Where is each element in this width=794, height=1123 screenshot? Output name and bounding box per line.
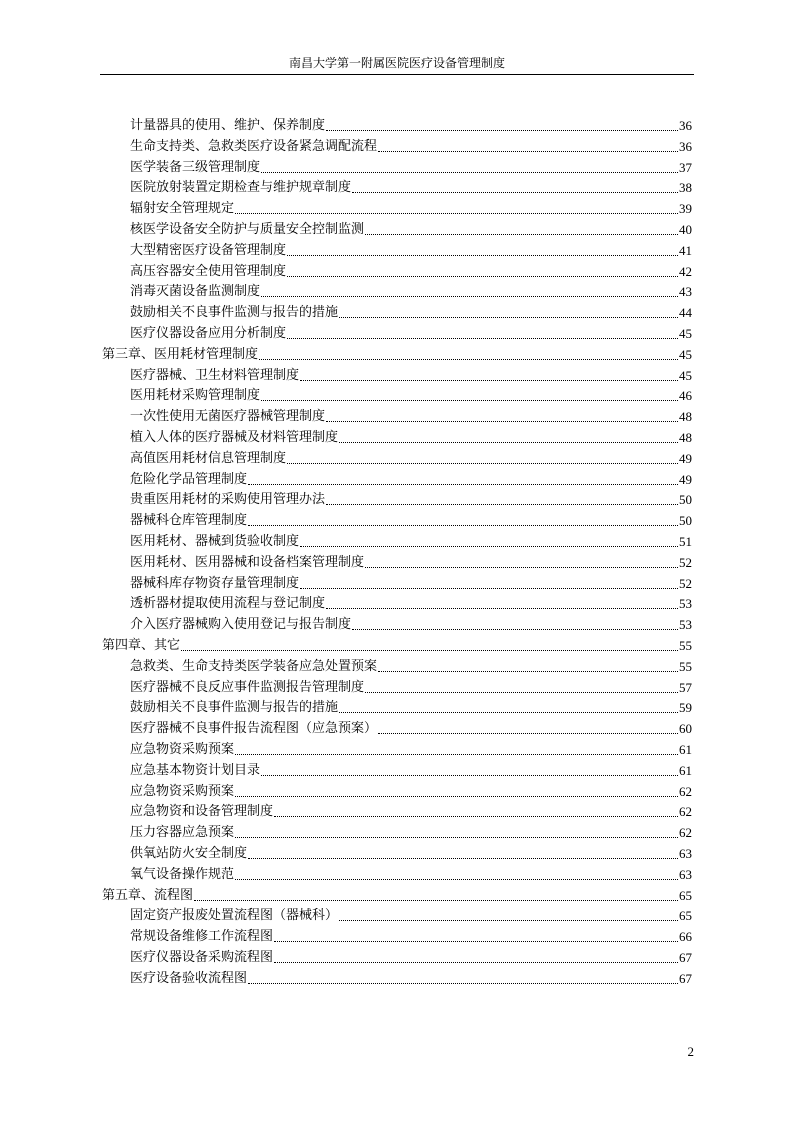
toc-entry-page: 45 xyxy=(679,367,692,383)
toc-dot-leader xyxy=(339,920,678,921)
toc-dot-leader xyxy=(181,650,678,651)
toc-entry-page: 44 xyxy=(679,305,692,321)
toc-entry-title: 医用耗材、医用器械和设备档案管理制度 xyxy=(130,554,365,570)
toc-dot-leader xyxy=(326,421,678,422)
toc-entry-page: 51 xyxy=(679,534,692,549)
toc-entry-page: 63 xyxy=(679,846,692,861)
toc-section-entry[interactable] xyxy=(130,447,692,467)
toc-entry-page: 62 xyxy=(679,804,692,820)
toc-entry-title: 医疗设备验收流程图 xyxy=(130,970,248,986)
toc-dot-leader xyxy=(274,941,678,942)
toc-section-entry[interactable] xyxy=(130,530,692,550)
toc-section-entry[interactable] xyxy=(130,572,692,592)
toc-entry-page: 40 xyxy=(679,222,692,237)
toc-section-entry[interactable] xyxy=(130,759,692,779)
toc-entry-title: 应急物资采购预案 xyxy=(130,783,235,799)
toc-entry-page: 55 xyxy=(679,638,692,653)
toc-section-entry[interactable] xyxy=(130,696,692,716)
toc-entry-page: 50 xyxy=(679,513,692,529)
toc-entry-page: 43 xyxy=(679,284,692,300)
toc-entry-page: 53 xyxy=(679,617,692,633)
toc-section-entry[interactable] xyxy=(130,780,692,800)
toc-entry-title: 急救类、生命支持类医学装备应急处置预案 xyxy=(130,658,378,674)
toc-entry-title: 第四章、其它 xyxy=(102,638,181,653)
toc-dot-leader xyxy=(365,234,678,235)
toc-dot-leader xyxy=(326,608,678,609)
toc-section-entry[interactable] xyxy=(130,904,692,924)
toc-dot-leader xyxy=(378,151,678,152)
toc-dot-leader xyxy=(352,192,678,193)
toc-section-entry[interactable] xyxy=(130,967,692,987)
toc-dot-leader xyxy=(287,463,678,464)
toc-section-entry[interactable] xyxy=(130,468,692,488)
toc-dot-leader xyxy=(235,879,678,880)
toc-section-entry[interactable] xyxy=(130,676,692,696)
toc-section-entry[interactable] xyxy=(130,738,692,758)
toc-dot-leader xyxy=(326,130,678,131)
toc-entry-title: 消毒灭菌设备监测制度 xyxy=(130,284,261,300)
toc-dot-leader xyxy=(365,567,678,568)
toc-dot-leader xyxy=(339,317,678,318)
toc-entry-title: 压力容器应急预案 xyxy=(130,825,235,841)
toc-dot-leader xyxy=(365,692,678,693)
toc-section-entry[interactable] xyxy=(130,156,692,176)
toc-section-entry[interactable] xyxy=(130,426,692,446)
toc-section-entry[interactable] xyxy=(130,239,692,259)
toc-dot-leader xyxy=(261,172,678,173)
toc-section-entry[interactable] xyxy=(130,717,692,737)
toc-entry-page: 41 xyxy=(679,242,692,258)
toc-section-entry[interactable] xyxy=(130,509,692,529)
toc-dot-leader xyxy=(194,900,678,901)
toc-entry-page: 45 xyxy=(679,346,692,362)
toc-entry-title: 固定资产报废处置流程图（器械科） xyxy=(130,908,339,924)
toc-entry-page: 57 xyxy=(679,679,692,695)
toc-dot-leader xyxy=(287,276,678,277)
toc-entry-title: 器械科仓库管理制度 xyxy=(130,513,248,529)
toc-entry-title: 透析器材提取使用流程与登记制度 xyxy=(130,596,326,612)
toc-entry-title: 计量器具的使用、维护、保养制度 xyxy=(130,118,326,133)
toc-entry-title: 医疗仪器设备采购流程图 xyxy=(130,950,274,965)
toc-entry-page: 65 xyxy=(679,908,692,924)
toc-entry-page: 49 xyxy=(679,471,692,487)
toc-entry-page: 62 xyxy=(679,783,692,799)
toc-dot-leader xyxy=(300,588,678,589)
toc-section-entry[interactable] xyxy=(130,384,692,404)
toc-dot-leader xyxy=(235,796,678,797)
toc-entry-page: 50 xyxy=(679,492,692,508)
toc-section-entry[interactable] xyxy=(130,488,692,508)
toc-entry-title: 医疗器械、卫生材料管理制度 xyxy=(130,367,300,383)
toc-entry-page: 48 xyxy=(679,430,692,445)
toc-dot-leader xyxy=(274,816,678,817)
running-header: 南昌大学第一附属医院医疗设备管理制度 xyxy=(288,56,505,70)
toc-dot-leader xyxy=(248,525,678,526)
toc-entry-title: 第五章、流程图 xyxy=(102,887,194,903)
toc-entry-page: 53 xyxy=(679,596,692,612)
toc-section-entry[interactable] xyxy=(130,364,692,384)
toc-dot-leader xyxy=(300,380,678,381)
toc-chapter-entry[interactable] xyxy=(102,634,692,654)
toc-entry-page: 46 xyxy=(679,388,692,404)
toc-section-entry[interactable] xyxy=(130,592,692,612)
toc-section-entry[interactable] xyxy=(130,218,692,238)
toc-entry-page: 45 xyxy=(679,326,692,341)
toc-section-entry[interactable] xyxy=(130,114,692,134)
toc-entry-title: 贵重医用耗材的采购使用管理办法 xyxy=(130,492,326,508)
toc-entry-page: 52 xyxy=(679,554,692,570)
toc-entry-title: 供氧站防火安全制度 xyxy=(130,846,248,861)
toc-section-entry[interactable] xyxy=(130,655,692,675)
toc-entry-page: 62 xyxy=(679,825,692,841)
toc-dot-leader xyxy=(261,296,678,297)
toc-entry-title: 医用耗材采购管理制度 xyxy=(130,388,261,404)
toc-entry-title: 医疗器械不良反应事件监测报告管理制度 xyxy=(130,679,365,695)
toc-entry-page: 66 xyxy=(679,929,692,945)
toc-dot-leader xyxy=(235,837,678,838)
toc-entry-title: 医疗仪器设备应用分析制度 xyxy=(130,326,287,341)
toc-entry-page: 59 xyxy=(679,700,692,716)
toc-entry-page: 39 xyxy=(679,201,692,217)
toc-entry-page: 65 xyxy=(679,887,692,903)
toc-dot-leader xyxy=(326,504,678,505)
toc-dot-leader xyxy=(352,629,678,630)
toc-entry-page: 63 xyxy=(679,866,692,882)
toc-entry-page: 67 xyxy=(679,970,692,986)
toc-dot-leader xyxy=(235,754,678,755)
toc-entry-title: 高压容器安全使用管理制度 xyxy=(130,263,287,279)
toc-section-entry[interactable] xyxy=(130,863,692,883)
toc-entry-title: 医院放射装置定期检查与维护规章制度 xyxy=(130,180,352,196)
toc-entry-title: 危险化学品管理制度 xyxy=(130,471,248,487)
toc-entry-title: 植入人体的医疗器械及材料管理制度 xyxy=(130,430,339,445)
toc-dot-leader xyxy=(261,775,678,776)
toc-entry-page: 52 xyxy=(679,575,692,591)
page-number: 2 xyxy=(687,1044,694,1059)
toc-entry-title: 核医学设备安全防护与质量安全控制监测 xyxy=(130,222,365,237)
toc-chapter-entry[interactable] xyxy=(102,884,692,904)
toc-entry-title: 鼓励相关不良事件监测与报告的措施 xyxy=(130,700,339,716)
toc-section-entry[interactable] xyxy=(130,821,692,841)
toc-section-entry[interactable] xyxy=(130,842,692,862)
toc-entry-title: 常规设备维修工作流程图 xyxy=(130,929,274,945)
toc-entry-title: 氧气设备操作规范 xyxy=(130,866,235,882)
toc-entry-page: 38 xyxy=(679,180,692,196)
toc-entry-page: 61 xyxy=(679,742,692,757)
toc-entry-title: 器械科库存物资存量管理制度 xyxy=(130,575,300,591)
toc-dot-leader xyxy=(287,255,678,256)
toc-entry-title: 医学装备三级管理制度 xyxy=(130,159,261,175)
toc-entry-title: 医疗器械不良事件报告流程图（应急预案） xyxy=(130,721,378,737)
toc-section-entry[interactable] xyxy=(130,197,692,217)
toc-section-entry[interactable] xyxy=(130,301,692,321)
toc-section-entry[interactable] xyxy=(130,135,692,155)
toc-section-entry[interactable] xyxy=(130,280,692,300)
toc-entry-page: 36 xyxy=(679,138,692,154)
toc-entry-title: 一次性使用无菌医疗器械管理制度 xyxy=(130,409,326,425)
header-divider xyxy=(100,74,694,75)
toc-entry-page: 55 xyxy=(679,658,692,674)
toc-dot-leader xyxy=(261,400,678,401)
toc-section-entry[interactable] xyxy=(130,405,692,425)
toc-entry-title: 第三章、医用耗材管理制度 xyxy=(102,346,259,362)
toc-entry-title: 医用耗材、器械到货验收制度 xyxy=(130,534,300,549)
toc-entry-page: 36 xyxy=(679,118,692,133)
toc-dot-leader xyxy=(339,442,678,443)
toc-entry-title: 应急基本物资计划目录 xyxy=(130,762,261,778)
toc-entry-title: 应急物资和设备管理制度 xyxy=(130,804,274,820)
toc-dot-leader xyxy=(274,962,678,963)
toc-entry-page: 61 xyxy=(679,762,692,778)
toc-dot-leader xyxy=(378,733,678,734)
toc-dot-leader xyxy=(300,546,678,547)
toc-dot-leader xyxy=(248,858,678,859)
toc-entry-title: 高值医用耗材信息管理制度 xyxy=(130,450,287,466)
toc-entry-title: 辐射安全管理规定 xyxy=(130,201,235,217)
toc-entry-title: 大型精密医疗设备管理制度 xyxy=(130,242,287,258)
toc-entry-title: 生命支持类、急救类医疗设备紧急调配流程 xyxy=(130,138,378,154)
toc-entry-page: 42 xyxy=(679,263,692,279)
toc-entry-page: 48 xyxy=(679,409,692,425)
toc-section-entry[interactable] xyxy=(130,260,692,280)
toc-section-entry[interactable] xyxy=(130,925,692,945)
toc-dot-leader xyxy=(378,671,678,672)
toc-dot-leader xyxy=(287,338,678,339)
toc-section-entry[interactable] xyxy=(130,322,692,342)
toc-section-entry[interactable] xyxy=(130,551,692,571)
toc-dot-leader xyxy=(248,983,678,984)
toc-chapter-entry[interactable] xyxy=(102,343,692,363)
toc-dot-leader xyxy=(248,484,678,485)
toc-section-entry[interactable] xyxy=(130,176,692,196)
toc-entry-page: 37 xyxy=(679,159,692,175)
toc-section-entry[interactable] xyxy=(130,800,692,820)
toc-dot-leader xyxy=(235,213,678,214)
toc-entry-page: 67 xyxy=(679,950,692,965)
toc-entry-title: 鼓励相关不良事件监测与报告的措施 xyxy=(130,305,339,321)
toc-section-entry[interactable] xyxy=(130,613,692,633)
toc-entry-title: 介入医疗器械购入使用登记与报告制度 xyxy=(130,617,352,633)
toc-dot-leader xyxy=(259,359,678,360)
toc-section-entry[interactable] xyxy=(130,946,692,966)
toc-entry-page: 49 xyxy=(679,450,692,466)
toc-entry-page: 60 xyxy=(679,721,692,737)
toc-entry-title: 应急物资采购预案 xyxy=(130,742,235,757)
toc-dot-leader xyxy=(339,712,678,713)
